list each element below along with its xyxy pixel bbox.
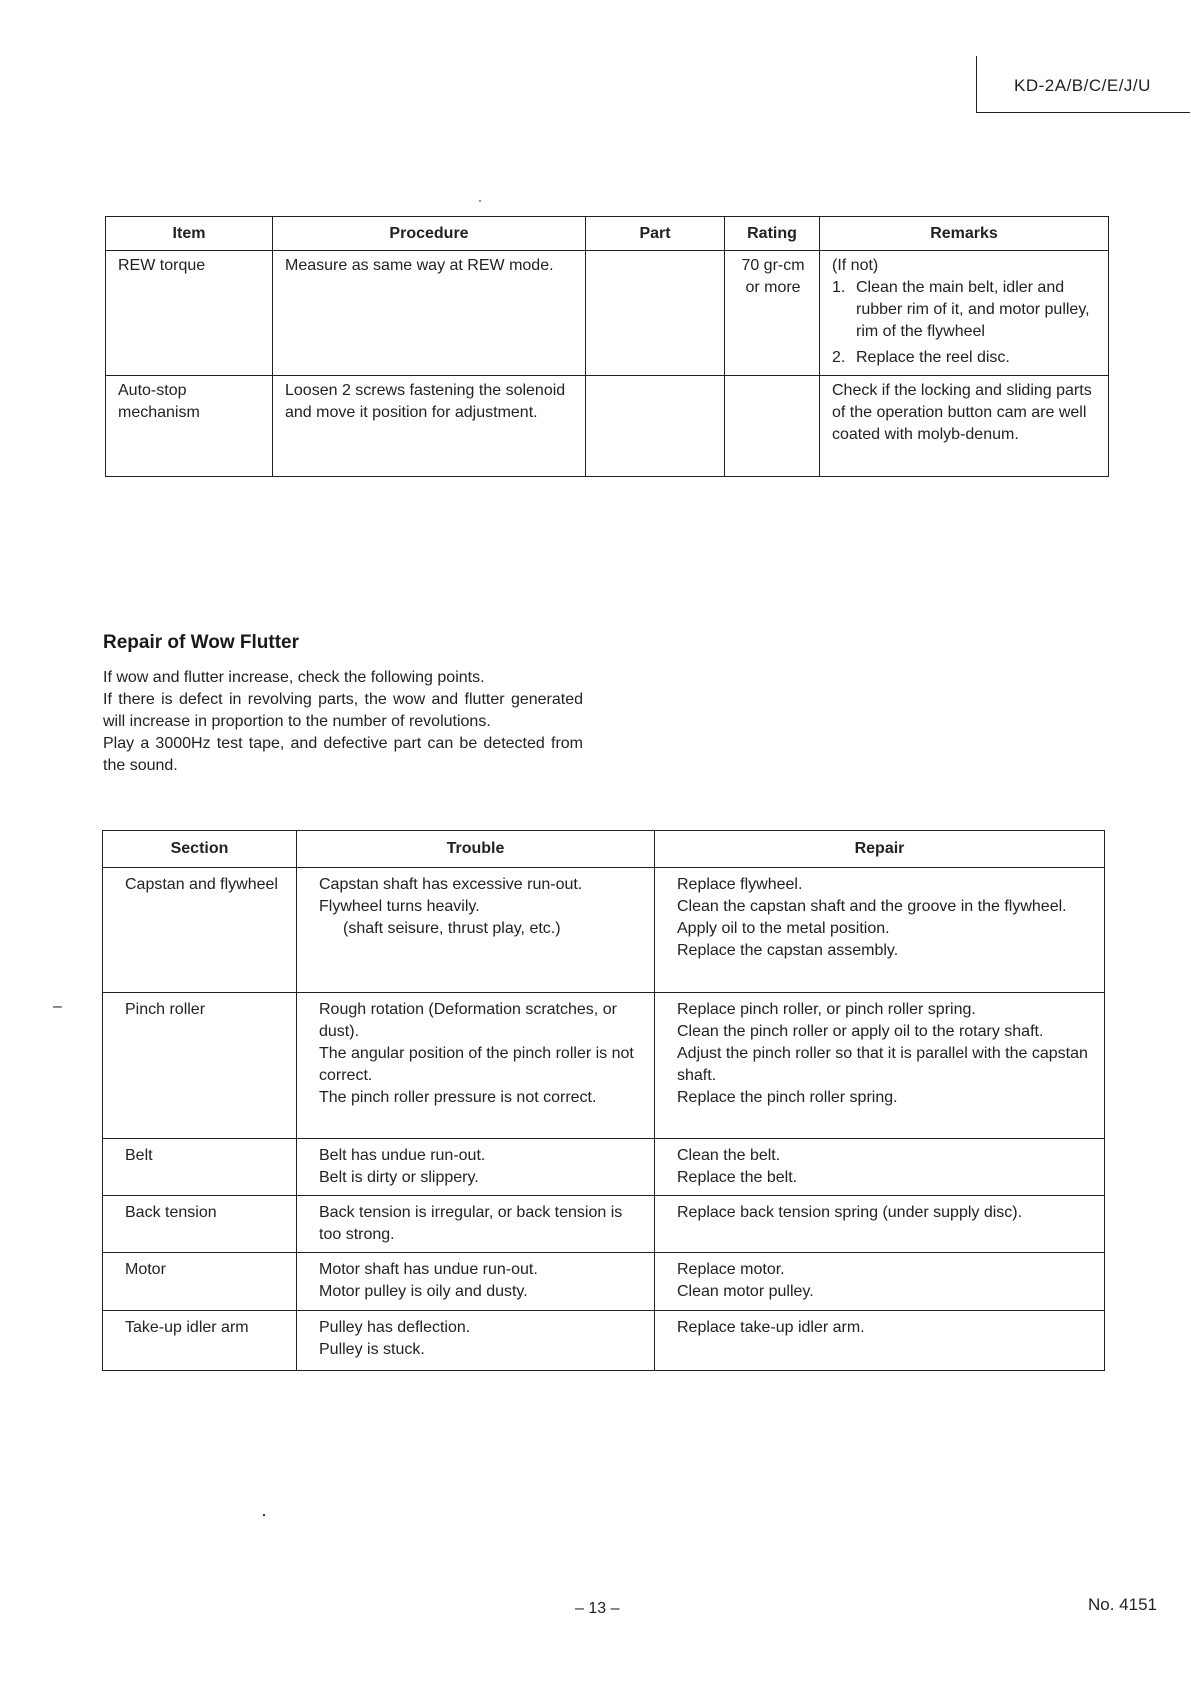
remarks-item-text: Clean the main belt, idler and rubber rim of it, and motor pulley, rim of the flywheel — [856, 279, 1090, 340]
trouble-line: Belt is dirty or slippery. — [319, 1169, 479, 1186]
margin-mark: – — [53, 998, 62, 1015]
trouble-line: Pulley has deflection. — [319, 1319, 471, 1336]
trouble-line: The angular position of the pinch roller is not correct. — [319, 1045, 634, 1084]
repair-table — [102, 830, 1105, 1371]
scan-speck — [479, 200, 481, 202]
repair-line: Apply oil to the metal position. — [677, 920, 890, 937]
trouble-line: Back tension is irregular, or back tension is too strong. — [319, 1204, 623, 1243]
table-row — [106, 376, 1109, 477]
cell-repair — [655, 1253, 1105, 1311]
col-header-trouble: Trouble — [297, 831, 655, 868]
scan-speck — [263, 1514, 265, 1516]
table-row — [103, 868, 1105, 993]
col-header-part: Part — [586, 217, 725, 251]
cell-section: Belt — [103, 1139, 297, 1196]
repair-line: Clean the pinch roller or apply oil to the rotary shaft. — [677, 1023, 1044, 1040]
repair-line: Replace the capstan assembly. — [677, 942, 899, 959]
table-row — [103, 1196, 1105, 1253]
cell-section: Motor — [103, 1253, 297, 1311]
cell-part — [586, 376, 725, 477]
trouble-line: Pulley is stuck. — [319, 1341, 425, 1358]
table-header-row — [103, 831, 1105, 868]
page-number: – 13 – — [575, 1600, 620, 1617]
cell-remarks: Check if the locking and sliding parts of the operation button cam are well coated with molyb-denum. — [820, 376, 1109, 477]
cell-trouble — [297, 868, 655, 993]
model-number: KD-2A/B/C/E/J/U — [1014, 76, 1151, 95]
cell-trouble — [297, 1311, 655, 1371]
table-row — [103, 1311, 1105, 1371]
col-header-rating: Rating — [725, 217, 820, 251]
cell-section: Pinch roller — [103, 993, 297, 1139]
col-header-procedure: Procedure — [273, 217, 586, 251]
col-header-section: Section — [103, 831, 297, 868]
remarks-item-number: 2. — [832, 349, 846, 366]
cell-repair — [655, 1139, 1105, 1196]
repair-line: Replace pinch roller, or pinch roller spring. — [677, 1001, 976, 1018]
repair-line: Replace take-up idler arm. — [677, 1319, 865, 1336]
section-intro — [103, 667, 583, 777]
remarks-list — [832, 277, 1098, 369]
table-header-row — [106, 217, 1109, 251]
trouble-subnote: (shaft seisure, thrust play, etc.) — [343, 920, 561, 937]
cell-section: Back tension — [103, 1196, 297, 1253]
trouble-line: Motor shaft has undue run-out. — [319, 1261, 538, 1278]
repair-line: Adjust the pinch roller so that it is parallel with the capstan shaft. — [677, 1045, 1088, 1084]
cell-trouble — [297, 1196, 655, 1253]
cell-section: Take-up idler arm — [103, 1311, 297, 1371]
trouble-line: Belt has undue run-out. — [319, 1147, 486, 1164]
cell-repair — [655, 1196, 1105, 1253]
repair-line: Replace motor. — [677, 1261, 785, 1278]
remarks-item — [832, 347, 1098, 369]
cell-procedure: Measure as same way at REW mode. — [273, 251, 586, 376]
remarks-item-text: Replace the reel disc. — [856, 349, 1010, 366]
cell-trouble — [297, 1139, 655, 1196]
trouble-line: Capstan shaft has excessive run-out. — [319, 876, 583, 893]
repair-line: Clean the belt. — [677, 1147, 781, 1164]
document-number: No. 4151 — [1088, 1595, 1157, 1614]
cell-procedure: Loosen 2 screws fastening the solenoid and move it position for adjustment. — [273, 376, 586, 477]
cell-repair — [655, 1311, 1105, 1371]
table-row — [103, 1253, 1105, 1311]
cell-trouble — [297, 1253, 655, 1311]
repair-line: Replace the pinch roller spring. — [677, 1089, 898, 1106]
section-title: Repair of Wow Flutter — [103, 632, 299, 653]
intro-paragraph: If wow and flutter increase, check the following points. — [103, 669, 485, 686]
cell-item: REW torque — [106, 251, 273, 376]
cell-repair — [655, 993, 1105, 1139]
table-row — [106, 251, 1109, 376]
col-header-remarks: Remarks — [820, 217, 1109, 251]
cell-repair — [655, 868, 1105, 993]
repair-line: Replace back tension spring (under supply disc). — [677, 1204, 1023, 1221]
adjustment-table — [105, 216, 1109, 477]
trouble-line: Flywheel turns heavily. — [319, 898, 480, 915]
trouble-line: The pinch roller pressure is not correct. — [319, 1089, 597, 1106]
cell-section: Capstan and flywheel — [103, 868, 297, 993]
repair-line: Replace the belt. — [677, 1169, 798, 1186]
cell-trouble — [297, 993, 655, 1139]
remarks-note: (If not) — [832, 257, 879, 274]
remarks-item — [832, 277, 1098, 343]
trouble-line: Motor pulley is oily and dusty. — [319, 1283, 528, 1300]
cell-rating: 70 gr-cm or more — [725, 251, 820, 376]
table-row — [103, 993, 1105, 1139]
col-header-item: Item — [106, 217, 273, 251]
repair-line: Replace flywheel. — [677, 876, 803, 893]
cell-part — [586, 251, 725, 376]
cell-remarks — [820, 251, 1109, 376]
cell-item: Auto-stop mechanism — [106, 376, 273, 477]
remarks-item-number: 1. — [832, 279, 846, 296]
repair-line: Clean the capstan shaft and the groove in the flywheel. — [677, 898, 1067, 915]
trouble-line: Rough rotation (Deformation scratches, or dust). — [319, 1001, 617, 1040]
cell-rating — [725, 376, 820, 477]
intro-paragraph: If there is defect in revolving parts, the wow and flutter generated will increase in proportion to the number of revolutions. — [103, 691, 583, 730]
repair-line: Clean motor pulley. — [677, 1283, 814, 1300]
intro-paragraph: Play a 3000Hz test tape, and defective part can be detected from the sound. — [103, 735, 583, 774]
table-row — [103, 1139, 1105, 1196]
col-header-repair: Repair — [655, 831, 1105, 868]
